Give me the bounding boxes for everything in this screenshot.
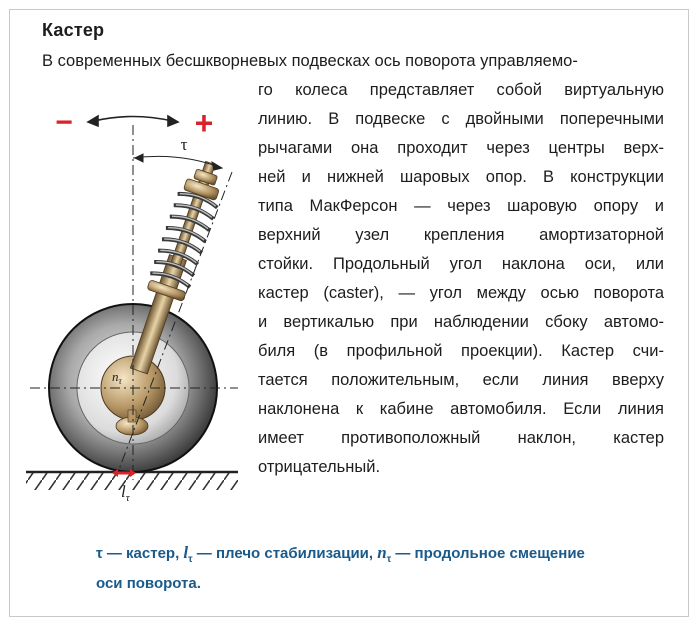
direction-arrow (88, 116, 178, 126)
text-line-8: стойки. Продольный угол наклона оси, или (258, 255, 664, 273)
caption-l-subscript: τ (188, 554, 193, 565)
text-line-12: тается положительным, если линия вверху (258, 371, 664, 389)
caption-tau-symbol: τ (96, 545, 103, 562)
n-offset-subscript: τ (118, 376, 122, 386)
figure-caption (96, 541, 656, 596)
caption-n-text-1: — продольное смещение (391, 545, 585, 562)
text-line-2: го колеса представляет собой виртуальную (258, 81, 664, 99)
n-offset-symbol: n (112, 369, 119, 384)
caption-line-2: оси поворота. (96, 575, 201, 592)
text-line-1: В современных бесшкворневых подвесках ось поворота управляемо- (42, 52, 578, 70)
stabilization-arm-symbol: l (121, 482, 126, 501)
caption-tau-text: — кастер, (102, 545, 184, 562)
article-title: Кастер (42, 20, 105, 40)
minus-sign: − (55, 106, 73, 139)
caster-angle-label: τ (180, 135, 188, 154)
text-line-3: линию. В подвеске с двойными поперечными (258, 110, 664, 128)
caption-line-1 (96, 543, 585, 565)
plus-sign: + (194, 105, 214, 141)
caption-l-symbol: l (183, 543, 189, 562)
text-line-15: отрицательный. (258, 458, 381, 476)
text-line-7: верхний узел крепления амортизаторной (258, 226, 664, 244)
text-line-9: кастер (caster), — угол между осью поворота (258, 284, 664, 302)
caption-l-text: — плечо стабилизации, (192, 545, 378, 562)
text-line-4: рычагами она проходит через центры верх- (258, 139, 664, 157)
caption-n-symbol: n (377, 543, 387, 562)
text-line-5: ней и нижней шаровых опор. В конструкции (258, 168, 664, 186)
text-line-11: биля (в профильной проекции). Кастер счи- (258, 342, 664, 360)
stabilization-arm-subscript: τ (125, 492, 130, 504)
caption-n-subscript: τ (386, 554, 392, 565)
text-line-14: имеет противоположный наклон, кастер (258, 429, 664, 447)
text-line-6: типа МакФерсон — через шаровую опору и (258, 197, 664, 215)
text-line-10: и вертикалью при наблюдении сбоку автомо- (258, 313, 664, 331)
text-line-13: наклонена к кабине автомобиля. Если линия (258, 400, 664, 418)
